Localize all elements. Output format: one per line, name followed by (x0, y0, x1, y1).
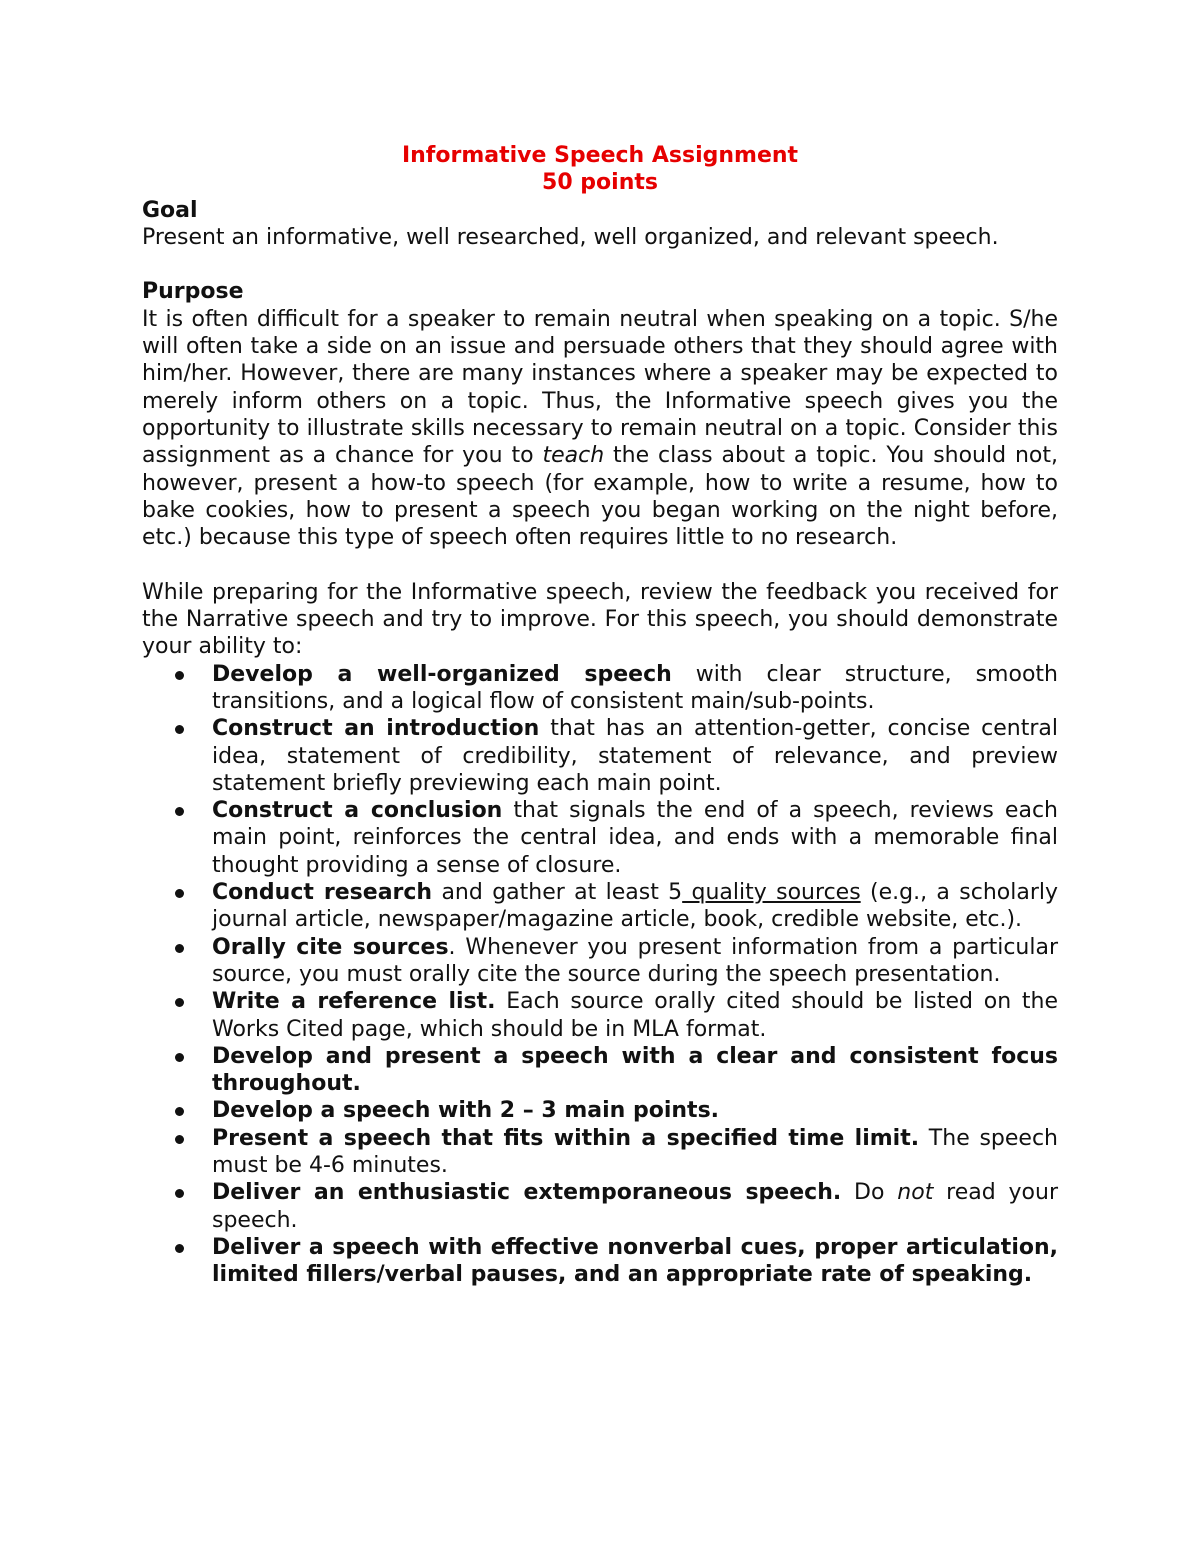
purpose-text-2: the class about a topic. You should not, however, present a how-to speech (for example, how to write a resume, how to bake cookies, how to present a speech you began working on the night before, etc.) because this type of speech often requires little to no research. (142, 443, 1058, 551)
list-item (212, 879, 1058, 934)
list-item (212, 934, 1058, 989)
purpose-heading: Purpose (142, 279, 244, 305)
spacer (142, 251, 1058, 278)
list-item-bold: Construct a conclusion (212, 798, 503, 824)
purpose-paragraph (142, 306, 1058, 552)
list-item-bold: Orally cite sources (212, 934, 449, 960)
bullet-icon (175, 889, 184, 898)
list-item-text: that has an attention-getter, concise central idea, statement of credibility, statement of relevance, and preview statement briefly previewing each main point. (212, 716, 1059, 796)
list-item (212, 1043, 1058, 1098)
list-item-text: (e.g., a scholarly journal article, newspaper/magazine article, book, credible website, etc.). (212, 880, 1058, 933)
list-item-bold: Write a reference list. (212, 989, 496, 1015)
list-item (212, 715, 1058, 797)
list-item (212, 988, 1058, 1043)
list-item-text: Do (841, 1180, 898, 1206)
list-item-text: . Whenever you present information from a particular source, you must orally cite the source during the speech presentation. (212, 934, 1059, 987)
spacer (142, 551, 1058, 578)
list-item (212, 797, 1058, 879)
bullet-icon (175, 725, 184, 734)
list-item-bold: Develop a speech with 2 – 3 main points. (212, 1098, 720, 1124)
list-item-text: and gather at least 5 (432, 880, 683, 906)
list-item-bold: Develop and present a speech with a clear and consistent focus throughout. (212, 1043, 1058, 1097)
list-item (212, 1125, 1058, 1180)
list-item-bold: Develop a well-organized speech (212, 661, 672, 687)
list-item-text: The speech must be 4-6 minutes. (212, 1125, 1058, 1178)
document-title: Informative Speech Assignment (401, 143, 799, 168)
bullet-icon (175, 807, 184, 816)
bullet-icon (175, 944, 184, 953)
skills-list (142, 661, 1058, 1289)
list-item-bold: Conduct research (212, 880, 433, 906)
list-item (212, 1234, 1058, 1289)
emphasis-not: not (897, 1180, 934, 1206)
goal-heading: Goal (142, 197, 198, 223)
list-item (212, 661, 1058, 716)
list-item-bold: Construct an introduction (212, 716, 540, 742)
bullet-icon (175, 1244, 184, 1253)
list-item-bold: Present a speech that fits within a specified time limit. (212, 1125, 920, 1151)
bullet-icon (175, 998, 184, 1007)
purpose-text-1: It is often difficult for a speaker to remain neutral when speaking on a topic. S/he will often take a side on an issue and persuade others that they should agree with him/her. However, there are many instances where a speaker may be expected to merely inform others on a topic. Thus, the Informative speech gives you the opportunity to illustrate skills necessary to remain neutral on a topic. Consider this assignment as a chance for you to (142, 306, 1058, 469)
bullet-icon (175, 1189, 184, 1198)
list-item-text: that signals the end of a speech, reviews each main point, reinforces the central idea, and ends with a memorable final thought providing a sense of closure. (212, 798, 1058, 878)
list-item-text: with clear structure, smooth transitions, and a logical flow of consistent main/sub-points. (212, 661, 1058, 714)
list-item-bold: Deliver a speech with effective nonverbal cues, proper articulation, limited fillers/verbal pauses, and an appropriate rate of speaking. (212, 1234, 1058, 1288)
list-item (212, 1097, 1058, 1124)
purpose-emphasis: teach (542, 443, 605, 469)
list-item-bold: Deliver an enthusiastic extemporaneous speech. (212, 1180, 842, 1206)
points-total: 50 points (542, 170, 658, 196)
document-page (142, 142, 1058, 1288)
bullet-icon (175, 671, 184, 680)
bullet-icon (175, 1135, 184, 1144)
list-item-text: read your speech. (212, 1180, 1059, 1233)
bullet-icon (175, 1053, 184, 1062)
quality-sources-underlined: quality sources (682, 880, 861, 906)
bullet-icon (175, 1107, 184, 1116)
list-item-text: Each source orally cited should be listed on the Works Cited page, which should be in MLA format. (212, 989, 1058, 1042)
goal-text: Present an informative, well researched, well organized, and relevant speech. (142, 224, 999, 250)
intro-paragraph: While preparing for the Informative speech, review the feedback you received for the Narrative speech and try to improve. For this speech, you should demonstrate your ability to: (142, 579, 1058, 660)
list-item (212, 1179, 1058, 1234)
